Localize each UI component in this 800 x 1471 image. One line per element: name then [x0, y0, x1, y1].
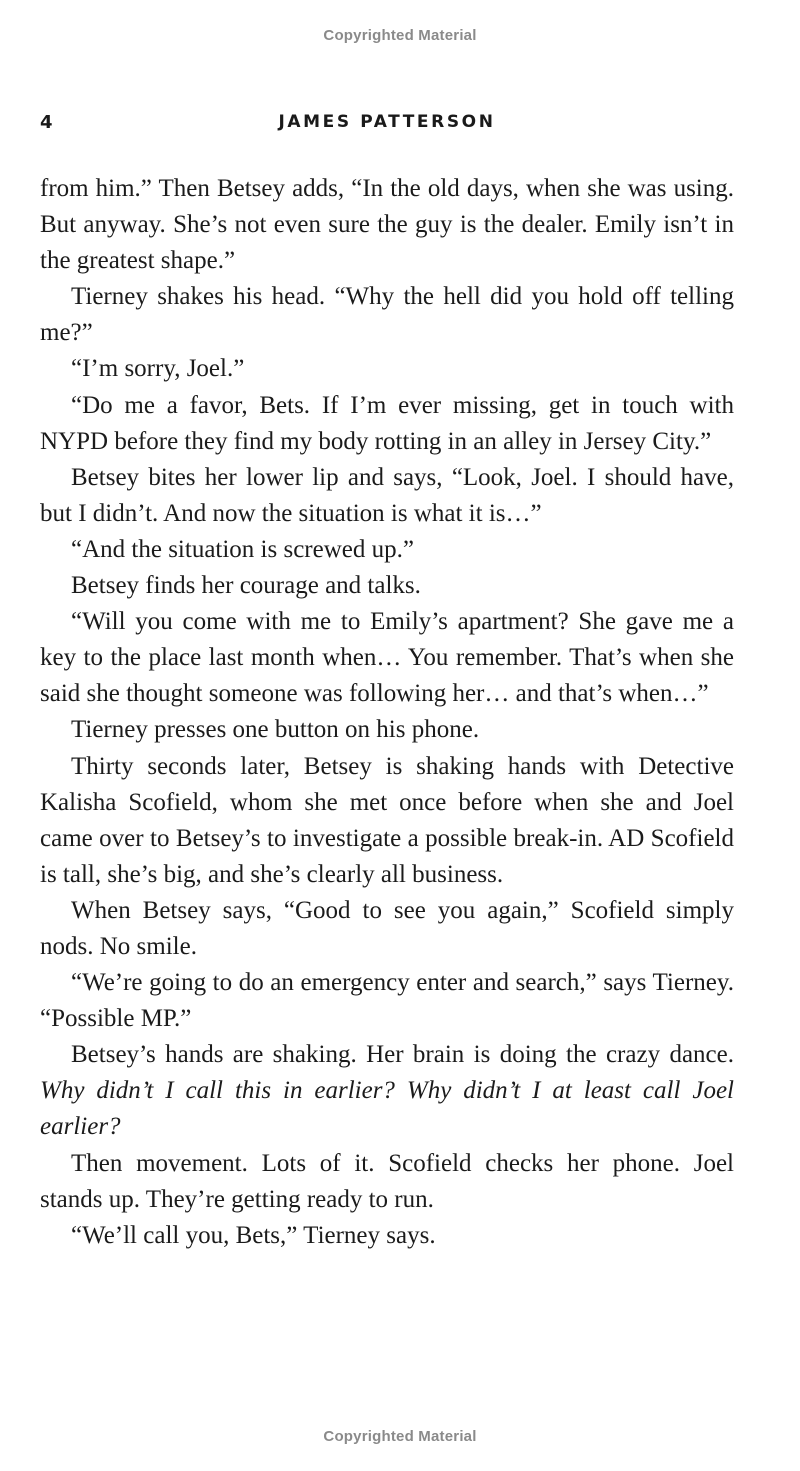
- paragraph-lead: Betsey’s hands are shaking. Her brain is doing the crazy dance.: [71, 1041, 734, 1069]
- paragraph: When Betsey says, “Good to see you again,” Scofield simply nods. No smile.: [40, 896, 734, 960]
- paragraph: Betsey finds her courage and talks.: [71, 572, 421, 600]
- paragraph: Then movement. Lots of it. Scofield checks her phone. Joel stands up. They’re getting ready to run.: [40, 1149, 734, 1213]
- paragraph: “We’re going to do an emergency enter and search,” says Tierney. “Possible MP.”: [40, 969, 734, 1033]
- paragraph: Tierney presses one button on his phone.: [71, 716, 480, 744]
- paragraph: Thirty seconds later, Betsey is shaking hands with Detective Kalisha Scofield, whom she met once before when she and Joel came over to Betsey’s to investigate a possible break-in. AD Scofield is tall, she’s big, and she’s clearly all business.: [40, 752, 734, 888]
- paragraph: “Will you come with me to Emily’s apartment? She gave me a key to the place last month when… You remember. That’s when she said she thought someone was following her… and that’s when…”: [40, 608, 734, 708]
- paragraph: from him.” Then Betsey adds, “In the old days, when she was using. But anyway. She’s not even sure the guy is the dealer. Emily isn’t in the greatest shape.”: [40, 175, 734, 275]
- italic-thought: Why didn’t I call this in earlier? Why didn’t I at least call Joel earlier?: [40, 1077, 734, 1141]
- paragraph: “And the situation is screwed up.”: [71, 535, 414, 563]
- paragraph: Tierney shakes his head. “Why the hell did you hold off telling me?”: [40, 283, 734, 347]
- paragraph: Betsey bites her lower lip and says, “Look, Joel. I should have, but I didn’t. And now the situation is what it is…”: [40, 463, 734, 527]
- page-number: 4: [40, 112, 53, 133]
- paragraph: “Do me a favor, Bets. If I’m ever missing, get in touch with NYPD before they find my body rotting in an alley in Jersey City.”: [40, 391, 734, 455]
- paragraph: “I’m sorry, Joel.”: [71, 355, 245, 383]
- paragraph: “We’ll call you, Bets,” Tierney says.: [71, 1221, 436, 1249]
- watermark-top: Copyrighted Material: [323, 27, 477, 44]
- body-text: [40, 171, 734, 1254]
- running-head: [40, 112, 734, 138]
- paragraph-with-italic: [40, 1037, 734, 1145]
- watermark-bottom: Copyrighted Material: [323, 1428, 477, 1445]
- running-head-author: JAMES PATTERSON: [278, 112, 496, 132]
